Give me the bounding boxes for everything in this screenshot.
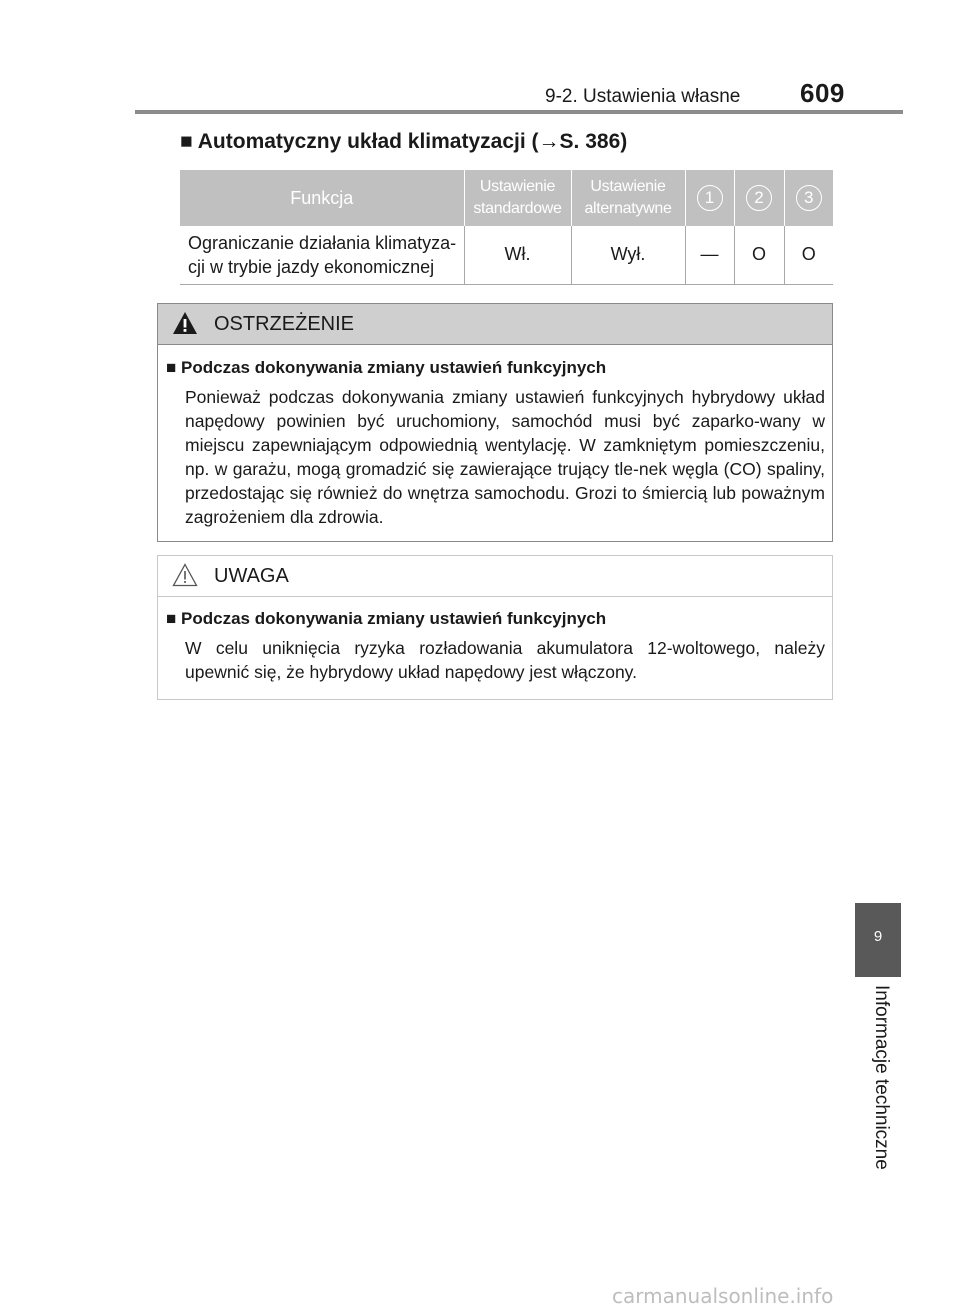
header-method-2 (734, 170, 784, 226)
chapter-tab[interactable] (855, 903, 901, 977)
header-section-title: 9-2. Ustawienia własne (545, 86, 741, 107)
warning-bullet: ■ (166, 358, 177, 377)
cell-function (180, 226, 464, 284)
function-line-2: cji w trybie jazdy ekonomicznej (188, 256, 435, 277)
page-number: 609 (800, 78, 845, 108)
caution-triangle-icon (172, 563, 198, 587)
warning-text: Ponieważ podczas dokonywania zmiany ustawień funkcyjnych hybrydowy układ napędowy powinien być uruchomiony, samochód musi być zaparko-wany w miejscu zapewniającym odpowiednią wentylację. W zamkniętym pomieszczeniu, np. w garażu, mogą gromadzić się zawierające trujący tle-nek węgla (CO) spaliny, przedostając się również do wnętrza samochodu. Grozi to śmiercią lub poważnym zagrożeniem dla zdrowia. (185, 387, 825, 527)
chapter-number: 9 (873, 928, 883, 945)
table-header-row (180, 170, 833, 226)
function-line-1: Ograniczanie działania klimatyza- (188, 232, 457, 253)
section-title (180, 130, 627, 154)
circled-number-2: 2 (746, 185, 772, 211)
notice-subtitle-text: Podczas dokonywania zmiany ustawień funkcyjnych (181, 609, 607, 628)
header-method-3 (784, 170, 833, 226)
header-default-line2: standardowe (473, 200, 562, 217)
header-alternative-setting (571, 170, 685, 226)
warning-triangle-icon (172, 311, 198, 335)
section-bullet: ■ (180, 130, 193, 153)
notice-text: W celu uniknięcia ryzyka rozładowania akumulatora 12-woltowego, należy upewnić się, że hybrydowy układ napędowy jest włączony. (185, 638, 825, 682)
section-title-text: Automatyczny układ klimatyzacji ( (197, 130, 539, 153)
warning-title: OSTRZEŻENIE (214, 313, 355, 335)
warning-header (158, 304, 832, 345)
header-default-setting (464, 170, 571, 226)
notice-subtitle (166, 609, 606, 629)
cell-method-3: O (784, 226, 833, 284)
chapter-label: Informacje techniczne (871, 985, 892, 1170)
table-row (180, 226, 833, 284)
header-alt-line1: Ustawienie (590, 178, 666, 195)
warning-subtitle (166, 358, 606, 378)
header-default-line1: Ustawienie (479, 178, 556, 195)
circled-number-3: 3 (796, 185, 822, 211)
notice-bullet: ■ (166, 609, 177, 628)
warning-box (157, 303, 833, 542)
header-function: Funkcja (180, 170, 464, 226)
notice-header (158, 556, 832, 597)
cell-alternative: Wył. (571, 226, 685, 284)
header-rule (135, 110, 903, 114)
section-title-ref[interactable]: S. 386) (559, 130, 628, 153)
notice-box (157, 555, 833, 700)
warning-subtitle-text: Podczas dokonywania zmiany ustawień funkcyjnych (181, 358, 607, 377)
settings-table (180, 170, 833, 285)
arrow-right-icon: → (538, 130, 560, 153)
footer-watermark: carmanualsonline.info (612, 1284, 834, 1308)
header-alt-line2: alternatywne (584, 200, 672, 217)
cell-method-2: O (734, 226, 784, 284)
cell-default: Wł. (464, 226, 571, 284)
circled-number-1: 1 (697, 185, 723, 211)
cell-method-1: — (685, 226, 734, 284)
header-method-1 (685, 170, 734, 226)
notice-title: UWAGA (214, 565, 289, 587)
